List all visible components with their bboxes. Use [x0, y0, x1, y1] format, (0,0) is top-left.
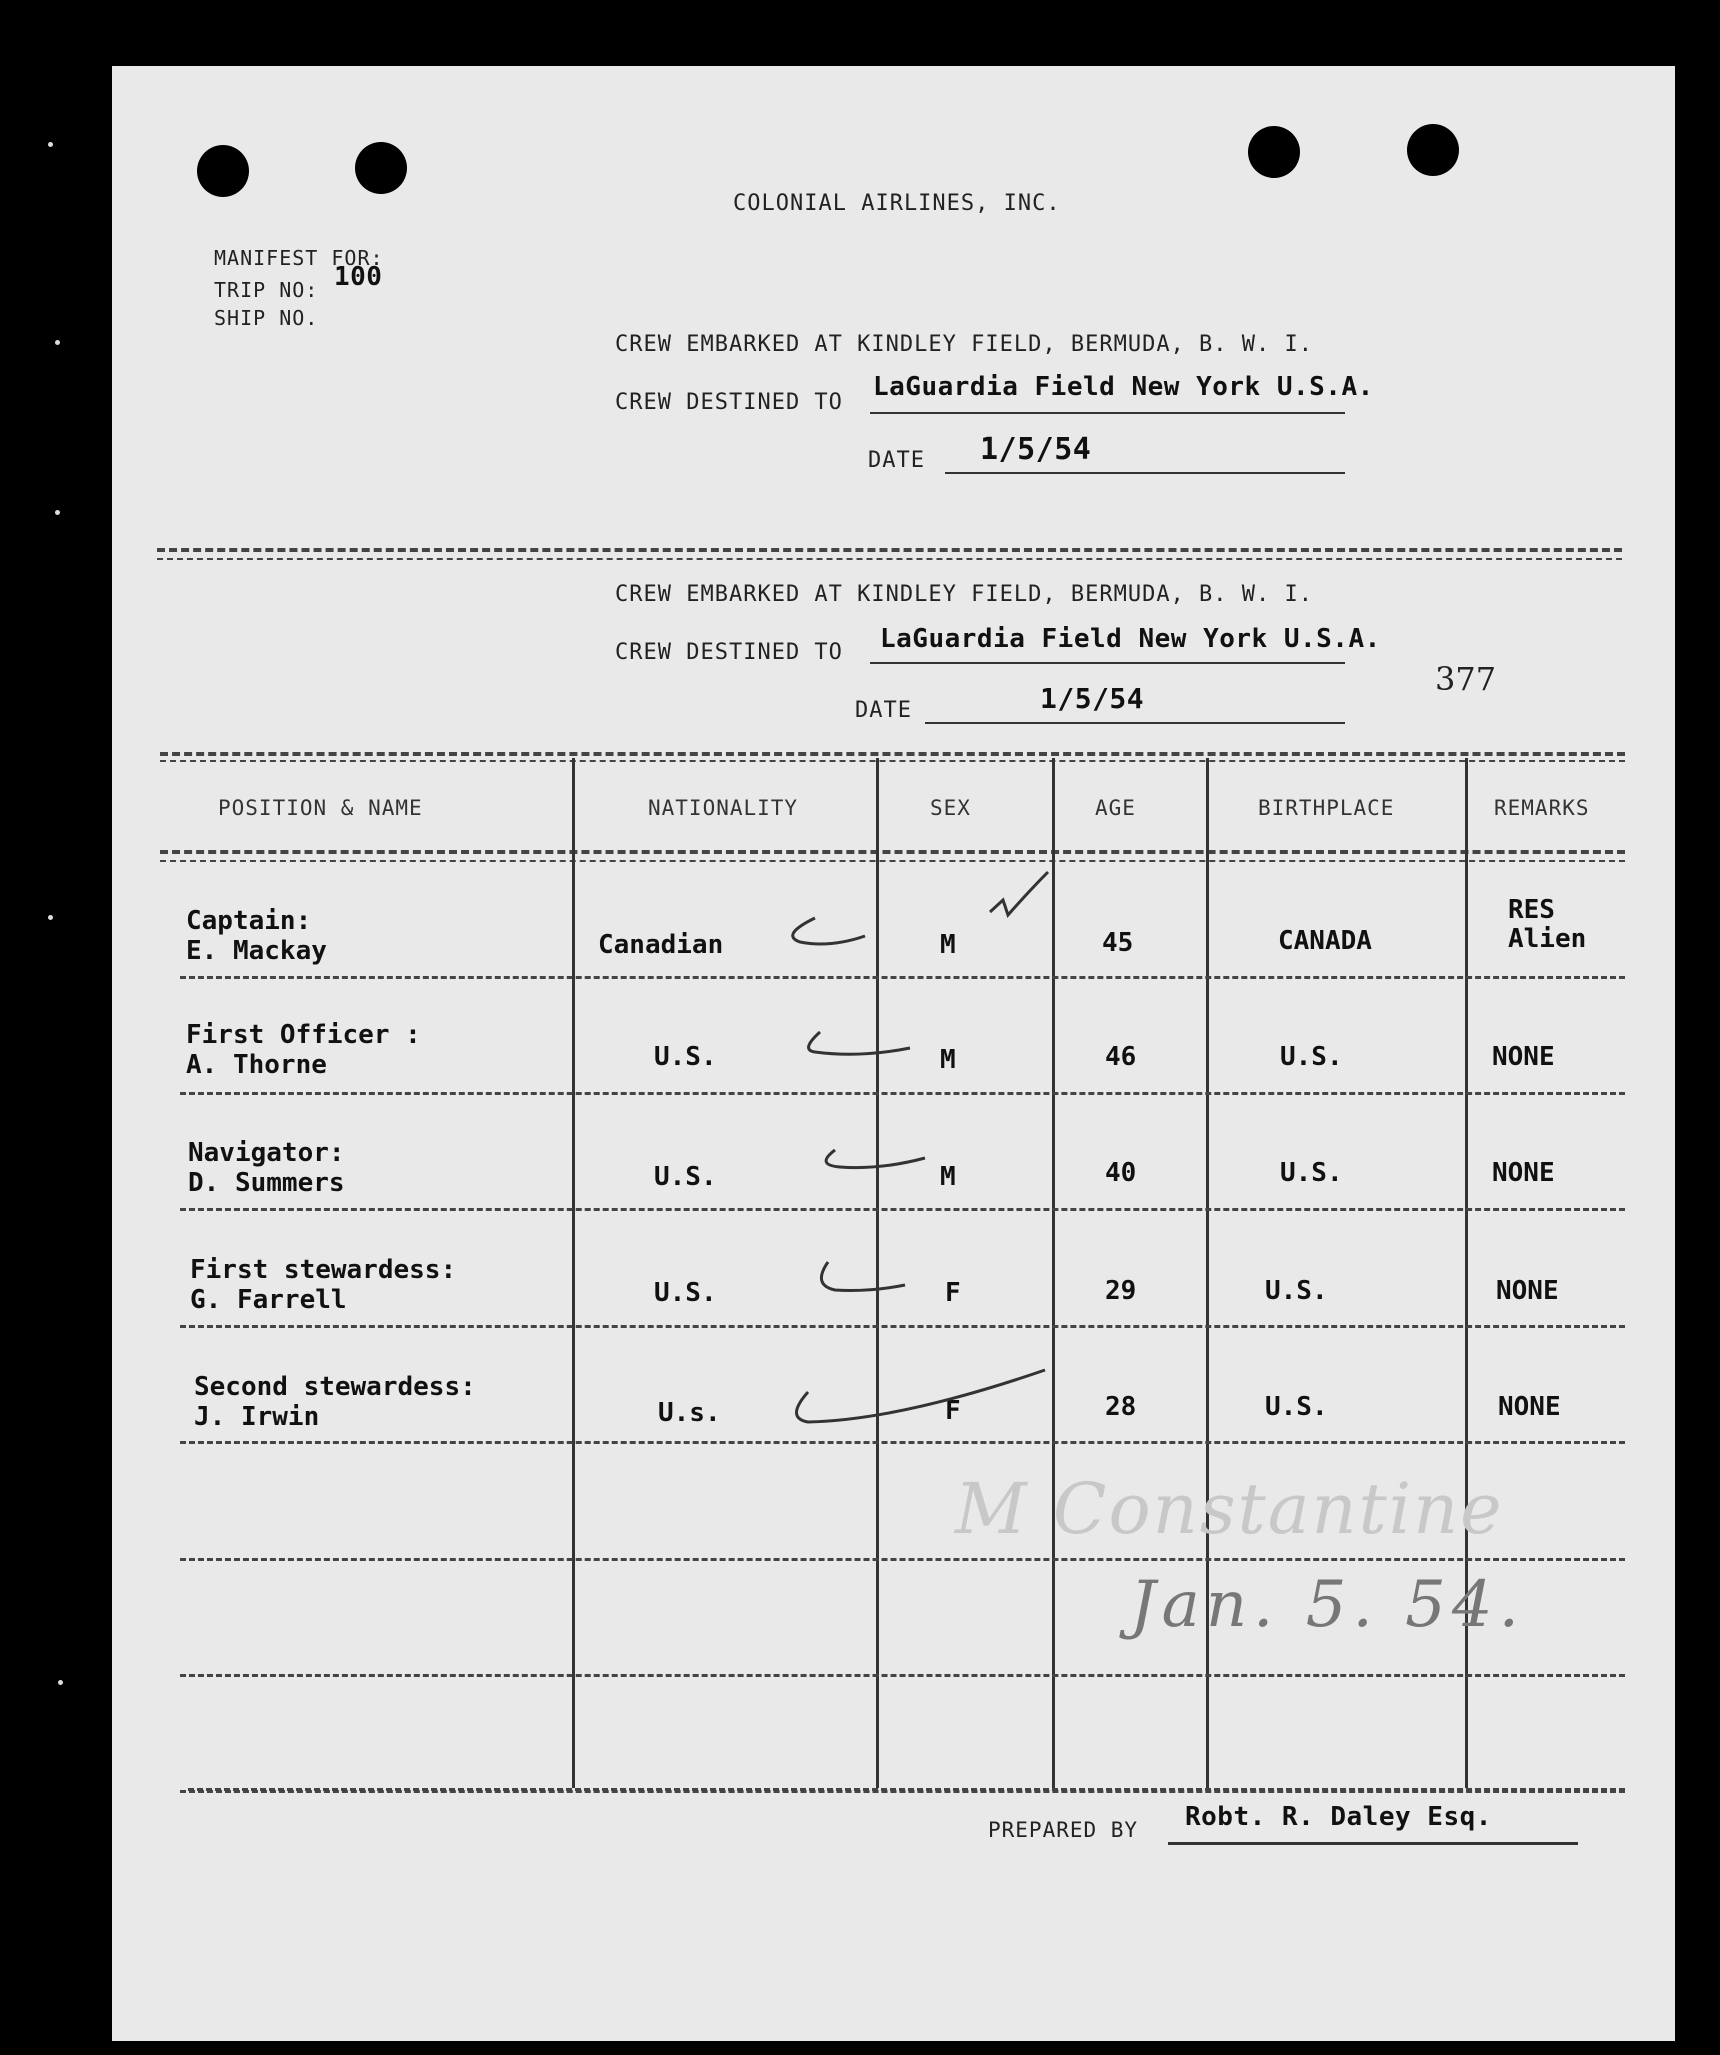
- row2-nationality: U.S.: [654, 1042, 717, 1072]
- header-position-name: POSITION & NAME: [218, 796, 423, 820]
- row5-position: Second stewardess:: [194, 1372, 476, 1402]
- row2-remarks: NONE: [1492, 1042, 1555, 1072]
- row5-name: J. Irwin: [194, 1402, 320, 1432]
- date-label-2: DATE: [855, 698, 912, 723]
- row1-position: Captain:: [186, 906, 312, 936]
- row4-sex: F: [945, 1278, 961, 1308]
- page-number: 377: [1435, 660, 1497, 698]
- prepared-by-underline: [1168, 1842, 1578, 1845]
- header-remarks: REMARKS: [1494, 796, 1590, 820]
- row5-nationality: U.s.: [658, 1398, 721, 1428]
- row4-nationality: U.S.: [654, 1278, 717, 1308]
- prepared-by-value: Robt. R. Daley Esq.: [1185, 1802, 1492, 1832]
- manifest-for-label: MANIFEST FOR:: [214, 246, 384, 270]
- trip-label: TRIP NO:: [214, 278, 319, 302]
- row2-position: First Officer :: [186, 1020, 421, 1050]
- row3-remarks: NONE: [1492, 1158, 1555, 1188]
- row5-birthplace: U.S.: [1265, 1392, 1328, 1422]
- row2-age: 46: [1105, 1042, 1137, 1072]
- row3-position: Navigator:: [188, 1138, 345, 1168]
- row4-remarks: NONE: [1496, 1276, 1559, 1306]
- row2-name: A. Thorne: [186, 1050, 327, 1080]
- row5-age: 28: [1105, 1392, 1137, 1422]
- row1-sex: M: [940, 930, 956, 960]
- row1-remarks-1: RES: [1508, 895, 1555, 925]
- date-label-1: DATE: [868, 448, 925, 473]
- check-mark: [793, 918, 865, 944]
- check-mark: [797, 1370, 1046, 1422]
- handwritten-date: Jan. 5. 54.: [1130, 1568, 1525, 1642]
- header-sex: SEX: [930, 796, 971, 820]
- handwritten-signature: M Constantine: [955, 1468, 1504, 1550]
- row1-age: 45: [1102, 928, 1134, 958]
- header-age: AGE: [1095, 796, 1136, 820]
- company-name: COLONIAL AIRLINES, INC.: [733, 191, 1061, 216]
- date-value-2: 1/5/54: [1040, 682, 1145, 715]
- embarked-line-2: CREW EMBARKED AT KINDLEY FIELD, BERMUDA, B. W. I.: [615, 582, 1314, 607]
- destined-label-2: CREW DESTINED TO: [615, 640, 843, 665]
- row4-birthplace: U.S.: [1265, 1276, 1328, 1306]
- row1-name: E. Mackay: [186, 936, 327, 966]
- row4-age: 29: [1105, 1276, 1137, 1306]
- date-value-1: 1/5/54: [980, 432, 1092, 467]
- trip-number: 100: [334, 262, 383, 292]
- row5-sex: F: [945, 1396, 961, 1426]
- destined-value-2: LaGuardia Field New York U.S.A.: [880, 624, 1381, 654]
- check-mark: [821, 1262, 905, 1290]
- check-mark: [809, 1032, 910, 1054]
- row3-nationality: U.S.: [654, 1162, 717, 1192]
- row1-birthplace: CANADA: [1278, 926, 1372, 956]
- row3-name: D. Summers: [188, 1168, 345, 1198]
- check-mark: [990, 872, 1048, 915]
- row2-birthplace: U.S.: [1280, 1042, 1343, 1072]
- row4-name: G. Farrell: [190, 1285, 347, 1315]
- destined-value-1: LaGuardia Field New York U.S.A.: [873, 372, 1374, 402]
- row2-sex: M: [940, 1045, 956, 1075]
- embarked-line-1: CREW EMBARKED AT KINDLEY FIELD, BERMUDA, B. W. I.: [615, 332, 1314, 357]
- row1-nationality: Canadian: [598, 930, 724, 960]
- row4-position: First stewardess:: [190, 1255, 457, 1285]
- header-birthplace: BIRTHPLACE: [1258, 796, 1395, 820]
- row5-remarks: NONE: [1498, 1392, 1561, 1422]
- check-mark: [826, 1150, 925, 1168]
- destined-label-1: CREW DESTINED TO: [615, 390, 843, 415]
- row3-birthplace: U.S.: [1280, 1158, 1343, 1188]
- header-nationality: NATIONALITY: [648, 796, 799, 820]
- row1-remarks-2: Alien: [1508, 924, 1587, 954]
- row3-age: 40: [1105, 1158, 1137, 1188]
- row3-sex: M: [940, 1162, 956, 1192]
- bottom-rule: [188, 1788, 1625, 1791]
- ship-label: SHIP NO.: [214, 306, 319, 330]
- prepared-by-label: PREPARED BY: [988, 1818, 1139, 1842]
